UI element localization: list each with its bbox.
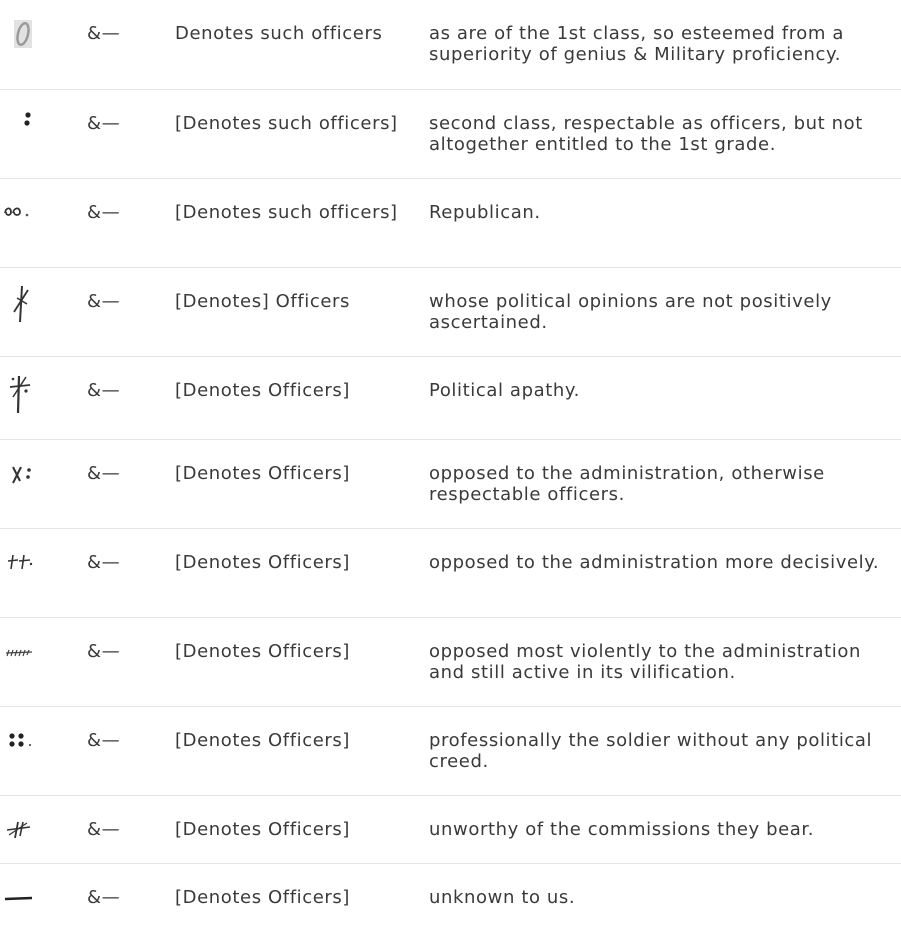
denotes-label: [Denotes Officers]	[175, 552, 351, 573]
denotes-label: [Denotes such officers]	[175, 113, 398, 134]
description: professionally the soldier without any political creed.	[429, 730, 873, 772]
description: as are of the 1st class, so esteemed from a superiority of genius & Military proficiency.	[429, 23, 844, 65]
legend-row	[0, 864, 901, 930]
legend-row	[0, 90, 901, 179]
dotted-cross-mark-icon	[0, 373, 60, 413]
description: Republican.	[429, 202, 541, 223]
description: opposed to the administration more decisively.	[429, 552, 880, 573]
legend-row	[0, 357, 901, 440]
description: Political apathy.	[429, 380, 580, 401]
description: unknown to us.	[429, 887, 576, 908]
hatched-line-mark-icon	[0, 634, 60, 674]
denotes-label: Denotes such officers	[175, 23, 383, 44]
connector: &—	[87, 113, 121, 134]
description: second class, respectable as officers, but not altogether entitled to the 1st grade.	[429, 113, 863, 155]
denotes-label: [Denotes Officers]	[175, 819, 351, 840]
connector: &—	[87, 641, 121, 662]
legend-row	[0, 179, 901, 268]
connector: &—	[87, 380, 121, 401]
four-dots-mark-icon	[0, 723, 60, 763]
description: opposed most violently to the administration and still active in its vilification.	[429, 641, 861, 683]
connector: &—	[87, 887, 121, 908]
description: opposed to the administration, otherwise respectable officers.	[429, 463, 825, 505]
connector: &—	[87, 463, 121, 484]
class-one-zero-mark-icon	[0, 16, 60, 56]
legend-row	[0, 796, 901, 864]
colon-mark-icon	[0, 106, 60, 146]
struck-plus-mark-icon	[0, 812, 60, 852]
denotes-label: [Denotes Officers]	[175, 887, 351, 908]
legend-row	[0, 618, 901, 707]
denotes-label: [Denotes Officers]	[175, 730, 351, 751]
connector: &—	[87, 202, 121, 223]
denotes-label: [Denotes Officers]	[175, 380, 351, 401]
denotes-label: [Denotes] Officers	[175, 291, 351, 312]
connector: &—	[87, 819, 121, 840]
legend-row	[0, 529, 901, 618]
connector: &—	[87, 552, 121, 573]
dash-mark-icon	[0, 880, 60, 920]
legend-row	[0, 268, 901, 357]
connector: &—	[87, 730, 121, 751]
connector: &—	[87, 291, 121, 312]
denotes-label: [Denotes such officers]	[175, 202, 398, 223]
legend-row	[0, 0, 901, 90]
description: unworthy of the commissions they bear.	[429, 819, 815, 840]
double-dagger-mark-icon	[0, 545, 60, 585]
legend-row	[0, 707, 901, 796]
legend-row	[0, 440, 901, 529]
denotes-label: [Denotes Officers]	[175, 463, 351, 484]
connector: &—	[87, 23, 121, 44]
double-o-mark-icon	[0, 195, 60, 235]
denotes-label: [Denotes Officers]	[175, 641, 351, 662]
description: whose political opinions are not positively ascertained.	[429, 291, 832, 333]
x-colon-mark-icon	[0, 456, 60, 496]
slashed-cross-mark-icon	[0, 284, 60, 324]
